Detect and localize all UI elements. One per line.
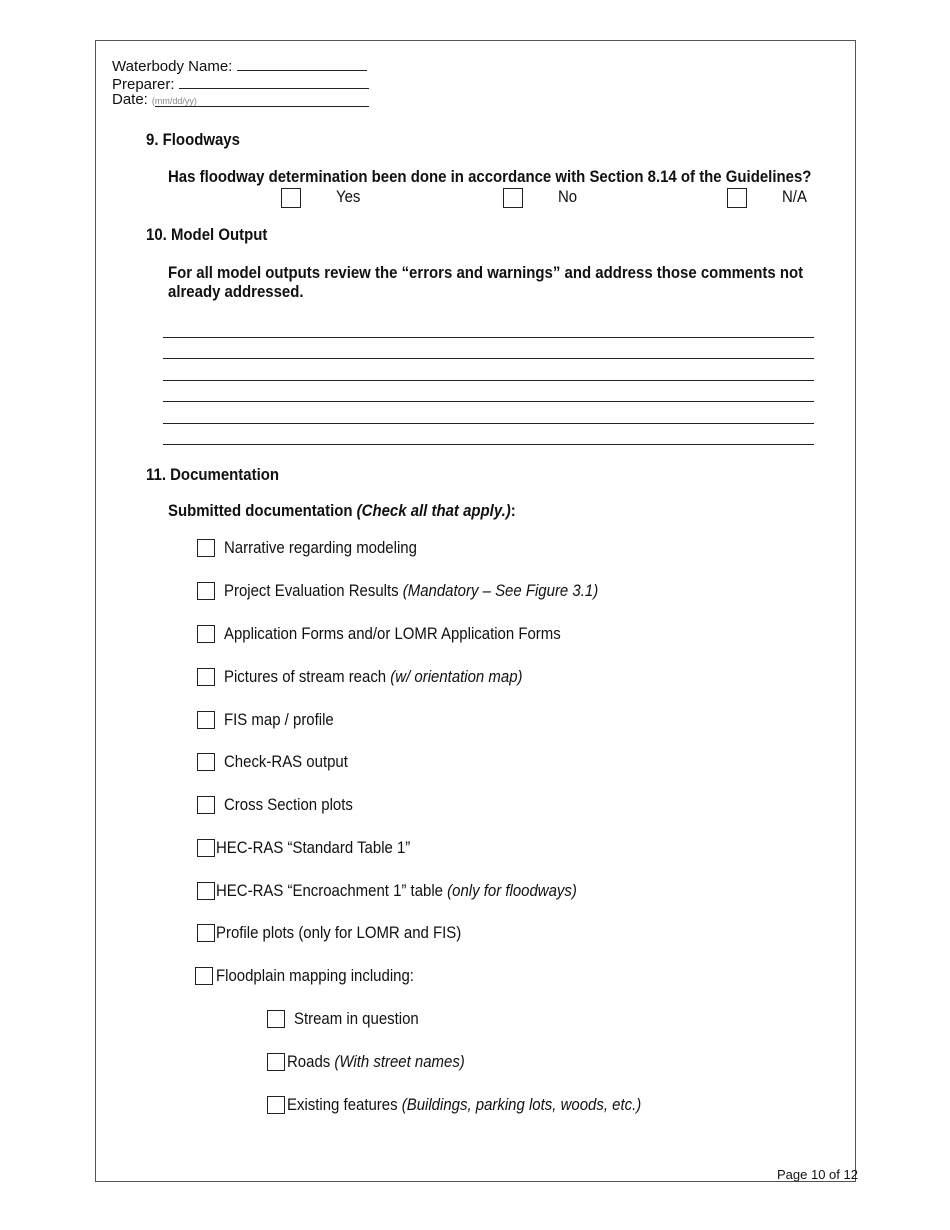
na-label: N/A bbox=[782, 187, 807, 206]
floodplain-mapping-item: Floodplain mapping including: bbox=[216, 966, 414, 985]
project-evaluation-checkbox[interactable] bbox=[197, 582, 215, 600]
narrative-checkbox[interactable] bbox=[197, 539, 215, 557]
check-ras-item: Check-RAS output bbox=[224, 752, 348, 771]
stream-checkbox[interactable] bbox=[267, 1010, 285, 1028]
preparer-label: Preparer: bbox=[112, 76, 175, 93]
preparer-blank[interactable] bbox=[179, 74, 369, 89]
fis-map-checkbox[interactable] bbox=[197, 711, 215, 729]
pictures-checkbox[interactable] bbox=[197, 668, 215, 686]
roads-item: Roads (With street names) bbox=[287, 1052, 465, 1071]
existing-features-checkbox[interactable] bbox=[267, 1096, 285, 1114]
standard-table-checkbox[interactable] bbox=[197, 839, 215, 857]
application-forms-item: Application Forms and/or LOMR Application Forms bbox=[224, 624, 561, 643]
encroachment-item: HEC-RAS “Encroachment 1” table (only for floodways) bbox=[216, 881, 577, 900]
na-checkbox[interactable] bbox=[727, 188, 747, 208]
pictures-item: Pictures of stream reach (w/ orientation map) bbox=[224, 667, 523, 686]
date-blank[interactable] bbox=[155, 106, 369, 107]
project-evaluation-item: Project Evaluation Results (Mandatory – See Figure 3.1) bbox=[224, 581, 599, 600]
waterbody-name-blank[interactable] bbox=[237, 56, 367, 71]
yes-checkbox[interactable] bbox=[281, 188, 301, 208]
section-10-title: 10. Model Output bbox=[146, 225, 268, 244]
documentation-subtitle-end: : bbox=[510, 501, 516, 520]
waterbody-name-field[interactable] bbox=[112, 56, 367, 76]
comment-line[interactable] bbox=[163, 423, 814, 424]
comment-line[interactable] bbox=[163, 358, 814, 359]
yes-label: Yes bbox=[336, 187, 361, 206]
model-output-instruction-2: already addressed. bbox=[168, 282, 304, 301]
page-frame bbox=[95, 40, 856, 1182]
encroachment-checkbox[interactable] bbox=[197, 882, 215, 900]
profile-plots-item: Profile plots (only for LOMR and FIS) bbox=[216, 923, 462, 942]
no-label: No bbox=[558, 187, 578, 206]
cross-section-checkbox[interactable] bbox=[197, 796, 215, 814]
comment-line[interactable] bbox=[163, 337, 814, 338]
stream-item: Stream in question bbox=[294, 1009, 419, 1028]
comment-line[interactable] bbox=[163, 444, 814, 445]
cross-section-item: Cross Section plots bbox=[224, 795, 353, 814]
check-ras-checkbox[interactable] bbox=[197, 753, 215, 771]
waterbody-name-label: Waterbody Name: bbox=[112, 58, 233, 75]
model-output-instruction-1: For all model outputs review the “errors and warnings” and address those comments not bbox=[168, 263, 804, 282]
fis-map-item: FIS map / profile bbox=[224, 710, 334, 729]
roads-checkbox[interactable] bbox=[267, 1053, 285, 1071]
existing-features-item: Existing features (Buildings, parking lots, woods, etc.) bbox=[287, 1095, 642, 1114]
page-number: Page 10 of 12 bbox=[777, 1167, 858, 1182]
comment-line[interactable] bbox=[163, 401, 814, 402]
documentation-subtitle-main: Submitted documentation bbox=[168, 501, 357, 520]
comment-line[interactable] bbox=[163, 380, 814, 381]
section-9-title: 9. Floodways bbox=[146, 130, 240, 149]
date-label: Date: bbox=[112, 91, 148, 108]
documentation-subtitle-note: (Check all that apply.) bbox=[356, 501, 511, 520]
date-hint: (mm/dd/yy) bbox=[151, 96, 197, 106]
date-field[interactable] bbox=[112, 91, 197, 110]
floodplain-mapping-checkbox[interactable] bbox=[195, 967, 213, 985]
narrative-item: Narrative regarding modeling bbox=[224, 538, 417, 557]
standard-table-item: HEC-RAS “Standard Table 1” bbox=[216, 838, 411, 857]
section-11-title: 11. Documentation bbox=[146, 465, 280, 484]
no-checkbox[interactable] bbox=[503, 188, 523, 208]
floodway-question: Has floodway determination been done in accordance with Section 8.14 of the Guidelines? bbox=[168, 167, 812, 186]
application-forms-checkbox[interactable] bbox=[197, 625, 215, 643]
documentation-subtitle bbox=[168, 501, 516, 520]
profile-plots-checkbox[interactable] bbox=[197, 924, 215, 942]
